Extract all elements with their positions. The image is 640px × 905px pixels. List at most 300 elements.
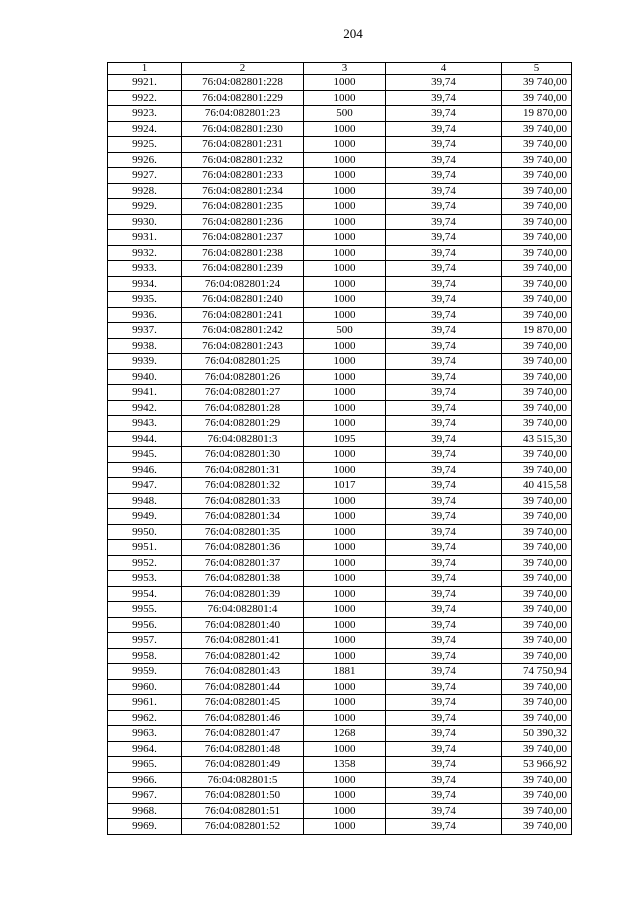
cadastral-number-cell: 76:04:082801:3 bbox=[182, 431, 304, 447]
table-row bbox=[108, 230, 572, 246]
sum-cell: 39 740,00 bbox=[502, 509, 572, 525]
sum-cell: 39 740,00 bbox=[502, 679, 572, 695]
cadastral-number-cell: 76:04:082801:237 bbox=[182, 230, 304, 246]
row-number-cell: 9936. bbox=[108, 307, 182, 323]
table-row bbox=[108, 540, 572, 556]
area-cell: 500 bbox=[304, 323, 386, 339]
row-number-cell: 9958. bbox=[108, 648, 182, 664]
row-number-cell: 9940. bbox=[108, 369, 182, 385]
table-row bbox=[108, 90, 572, 106]
area-cell: 1000 bbox=[304, 261, 386, 277]
cadastral-number-cell: 76:04:082801:51 bbox=[182, 803, 304, 819]
row-number-cell: 9921. bbox=[108, 75, 182, 91]
cadastral-number-cell: 76:04:082801:240 bbox=[182, 292, 304, 308]
rate-cell: 39,74 bbox=[386, 819, 502, 835]
rate-cell: 39,74 bbox=[386, 152, 502, 168]
row-number-cell: 9954. bbox=[108, 586, 182, 602]
area-cell: 1000 bbox=[304, 369, 386, 385]
cadastral-number-cell: 76:04:082801:31 bbox=[182, 462, 304, 478]
cadastral-number-cell: 76:04:082801:230 bbox=[182, 121, 304, 137]
sum-cell: 39 740,00 bbox=[502, 524, 572, 540]
sum-cell: 39 740,00 bbox=[502, 292, 572, 308]
row-number-cell: 9960. bbox=[108, 679, 182, 695]
rate-cell: 39,74 bbox=[386, 338, 502, 354]
sum-cell: 39 740,00 bbox=[502, 803, 572, 819]
row-number-cell: 9933. bbox=[108, 261, 182, 277]
table-row bbox=[108, 121, 572, 137]
rate-cell: 39,74 bbox=[386, 230, 502, 246]
cadastral-number-cell: 76:04:082801:49 bbox=[182, 757, 304, 773]
area-cell: 1000 bbox=[304, 540, 386, 556]
rate-cell: 39,74 bbox=[386, 447, 502, 463]
area-cell: 500 bbox=[304, 106, 386, 122]
table-row bbox=[108, 245, 572, 261]
rate-cell: 39,74 bbox=[386, 524, 502, 540]
table-row bbox=[108, 478, 572, 494]
area-cell: 1000 bbox=[304, 447, 386, 463]
table-row bbox=[108, 75, 572, 91]
sum-cell: 39 740,00 bbox=[502, 772, 572, 788]
table-row bbox=[108, 431, 572, 447]
row-number-cell: 9924. bbox=[108, 121, 182, 137]
table-row bbox=[108, 106, 572, 122]
cadastral-number-cell: 76:04:082801:37 bbox=[182, 555, 304, 571]
table-row bbox=[108, 524, 572, 540]
rate-cell: 39,74 bbox=[386, 478, 502, 494]
row-number-cell: 9928. bbox=[108, 183, 182, 199]
cadastral-number-cell: 76:04:082801:35 bbox=[182, 524, 304, 540]
area-cell: 1000 bbox=[304, 555, 386, 571]
area-cell: 1000 bbox=[304, 416, 386, 432]
table-row bbox=[108, 710, 572, 726]
area-cell: 1000 bbox=[304, 509, 386, 525]
row-number-cell: 9959. bbox=[108, 664, 182, 680]
table-row bbox=[108, 819, 572, 835]
rate-cell: 39,74 bbox=[386, 90, 502, 106]
sum-cell: 39 740,00 bbox=[502, 633, 572, 649]
table-row bbox=[108, 803, 572, 819]
row-number-cell: 9950. bbox=[108, 524, 182, 540]
sum-cell: 39 740,00 bbox=[502, 602, 572, 618]
table-row bbox=[108, 772, 572, 788]
table-row bbox=[108, 555, 572, 571]
cadastral-number-cell: 76:04:082801:36 bbox=[182, 540, 304, 556]
rate-cell: 39,74 bbox=[386, 555, 502, 571]
row-number-cell: 9929. bbox=[108, 199, 182, 215]
table-row bbox=[108, 323, 572, 339]
sum-cell: 39 740,00 bbox=[502, 261, 572, 277]
area-cell: 1000 bbox=[304, 276, 386, 292]
cadastral-number-cell: 76:04:082801:34 bbox=[182, 509, 304, 525]
cadastral-number-cell: 76:04:082801:39 bbox=[182, 586, 304, 602]
table-row bbox=[108, 447, 572, 463]
rate-cell: 39,74 bbox=[386, 462, 502, 478]
area-cell: 1000 bbox=[304, 741, 386, 757]
area-cell: 1000 bbox=[304, 354, 386, 370]
cadastral-number-cell: 76:04:082801:44 bbox=[182, 679, 304, 695]
area-cell: 1000 bbox=[304, 183, 386, 199]
area-cell: 1000 bbox=[304, 819, 386, 835]
area-cell: 1000 bbox=[304, 199, 386, 215]
table-row bbox=[108, 679, 572, 695]
table-row bbox=[108, 509, 572, 525]
area-cell: 1000 bbox=[304, 710, 386, 726]
cadastral-number-cell: 76:04:082801:24 bbox=[182, 276, 304, 292]
cadastral-number-cell: 76:04:082801:242 bbox=[182, 323, 304, 339]
rate-cell: 39,74 bbox=[386, 75, 502, 91]
table-row bbox=[108, 183, 572, 199]
column-header-cadastral: 2 bbox=[182, 63, 304, 75]
table-row bbox=[108, 726, 572, 742]
sum-cell: 39 740,00 bbox=[502, 617, 572, 633]
sum-cell: 39 740,00 bbox=[502, 710, 572, 726]
row-number-cell: 9965. bbox=[108, 757, 182, 773]
row-number-cell: 9927. bbox=[108, 168, 182, 184]
area-cell: 1000 bbox=[304, 385, 386, 401]
rate-cell: 39,74 bbox=[386, 183, 502, 199]
cadastral-number-cell: 76:04:082801:231 bbox=[182, 137, 304, 153]
area-cell: 1017 bbox=[304, 478, 386, 494]
sum-cell: 39 740,00 bbox=[502, 416, 572, 432]
row-number-cell: 9946. bbox=[108, 462, 182, 478]
cadastral-number-cell: 76:04:082801:233 bbox=[182, 168, 304, 184]
sum-cell: 39 740,00 bbox=[502, 555, 572, 571]
row-number-cell: 9922. bbox=[108, 90, 182, 106]
column-header-area: 3 bbox=[304, 63, 386, 75]
row-number-cell: 9949. bbox=[108, 509, 182, 525]
table-row bbox=[108, 695, 572, 711]
cadastral-number-cell: 76:04:082801:47 bbox=[182, 726, 304, 742]
rate-cell: 39,74 bbox=[386, 137, 502, 153]
cadastral-number-cell: 76:04:082801:243 bbox=[182, 338, 304, 354]
area-cell: 1000 bbox=[304, 617, 386, 633]
cadastral-number-cell: 76:04:082801:46 bbox=[182, 710, 304, 726]
cadastral-number-cell: 76:04:082801:41 bbox=[182, 633, 304, 649]
rate-cell: 39,74 bbox=[386, 369, 502, 385]
row-number-cell: 9955. bbox=[108, 602, 182, 618]
area-cell: 1000 bbox=[304, 137, 386, 153]
sum-cell: 39 740,00 bbox=[502, 819, 572, 835]
row-number-cell: 9947. bbox=[108, 478, 182, 494]
row-number-cell: 9930. bbox=[108, 214, 182, 230]
row-number-cell: 9945. bbox=[108, 447, 182, 463]
table-row bbox=[108, 385, 572, 401]
sum-cell: 39 740,00 bbox=[502, 540, 572, 556]
table-row bbox=[108, 757, 572, 773]
sum-cell: 39 740,00 bbox=[502, 354, 572, 370]
table-row bbox=[108, 493, 572, 509]
rate-cell: 39,74 bbox=[386, 400, 502, 416]
rate-cell: 39,74 bbox=[386, 602, 502, 618]
table-row bbox=[108, 664, 572, 680]
cadastral-number-cell: 76:04:082801:27 bbox=[182, 385, 304, 401]
table-row bbox=[108, 137, 572, 153]
rate-cell: 39,74 bbox=[386, 788, 502, 804]
area-cell: 1000 bbox=[304, 152, 386, 168]
rate-cell: 39,74 bbox=[386, 354, 502, 370]
table-row bbox=[108, 602, 572, 618]
rate-cell: 39,74 bbox=[386, 509, 502, 525]
sum-cell: 39 740,00 bbox=[502, 152, 572, 168]
rate-cell: 39,74 bbox=[386, 276, 502, 292]
rate-cell: 39,74 bbox=[386, 617, 502, 633]
rate-cell: 39,74 bbox=[386, 679, 502, 695]
area-cell: 1000 bbox=[304, 75, 386, 91]
row-number-cell: 9923. bbox=[108, 106, 182, 122]
row-number-cell: 9968. bbox=[108, 803, 182, 819]
cadastral-number-cell: 76:04:082801:30 bbox=[182, 447, 304, 463]
area-cell: 1000 bbox=[304, 230, 386, 246]
page-number: 204 bbox=[343, 26, 363, 41]
row-number-cell: 9937. bbox=[108, 323, 182, 339]
sum-cell: 74 750,94 bbox=[502, 664, 572, 680]
rate-cell: 39,74 bbox=[386, 214, 502, 230]
row-number-cell: 9951. bbox=[108, 540, 182, 556]
sum-cell: 39 740,00 bbox=[502, 447, 572, 463]
sum-cell: 39 740,00 bbox=[502, 168, 572, 184]
table-row bbox=[108, 400, 572, 416]
sum-cell: 19 870,00 bbox=[502, 106, 572, 122]
row-number-cell: 9944. bbox=[108, 431, 182, 447]
rate-cell: 39,74 bbox=[386, 571, 502, 587]
row-number-cell: 9939. bbox=[108, 354, 182, 370]
sum-cell: 40 415,58 bbox=[502, 478, 572, 494]
cadastral-number-cell: 76:04:082801:45 bbox=[182, 695, 304, 711]
column-header-sum: 5 bbox=[502, 63, 572, 75]
area-cell: 1000 bbox=[304, 338, 386, 354]
cadastral-number-cell: 76:04:082801:25 bbox=[182, 354, 304, 370]
sum-cell: 39 740,00 bbox=[502, 586, 572, 602]
table-row bbox=[108, 276, 572, 292]
cadastral-number-cell: 76:04:082801:236 bbox=[182, 214, 304, 230]
sum-cell: 39 740,00 bbox=[502, 493, 572, 509]
rate-cell: 39,74 bbox=[386, 540, 502, 556]
sum-cell: 39 740,00 bbox=[502, 788, 572, 804]
table-row bbox=[108, 261, 572, 277]
rate-cell: 39,74 bbox=[386, 757, 502, 773]
sum-cell: 39 740,00 bbox=[502, 276, 572, 292]
cadastral-number-cell: 76:04:082801:32 bbox=[182, 478, 304, 494]
area-cell: 1000 bbox=[304, 772, 386, 788]
rate-cell: 39,74 bbox=[386, 168, 502, 184]
area-cell: 1000 bbox=[304, 679, 386, 695]
rate-cell: 39,74 bbox=[386, 772, 502, 788]
table-row bbox=[108, 168, 572, 184]
cadastral-number-cell: 76:04:082801:33 bbox=[182, 493, 304, 509]
rate-cell: 39,74 bbox=[386, 803, 502, 819]
table-row bbox=[108, 307, 572, 323]
sum-cell: 39 740,00 bbox=[502, 369, 572, 385]
row-number-cell: 9956. bbox=[108, 617, 182, 633]
table-row bbox=[108, 617, 572, 633]
cadastral-number-cell: 76:04:082801:50 bbox=[182, 788, 304, 804]
rate-cell: 39,74 bbox=[386, 633, 502, 649]
table-row bbox=[108, 788, 572, 804]
rate-cell: 39,74 bbox=[386, 307, 502, 323]
area-cell: 1000 bbox=[304, 168, 386, 184]
area-cell: 1881 bbox=[304, 664, 386, 680]
cadastral-number-cell: 76:04:082801:228 bbox=[182, 75, 304, 91]
sum-cell: 39 740,00 bbox=[502, 462, 572, 478]
cadastral-number-cell: 76:04:082801:241 bbox=[182, 307, 304, 323]
area-cell: 1268 bbox=[304, 726, 386, 742]
sum-cell: 39 740,00 bbox=[502, 338, 572, 354]
table-row bbox=[108, 462, 572, 478]
table-row bbox=[108, 354, 572, 370]
column-header-number: 1 bbox=[108, 63, 182, 75]
sum-cell: 39 740,00 bbox=[502, 199, 572, 215]
rate-cell: 39,74 bbox=[386, 741, 502, 757]
area-cell: 1000 bbox=[304, 602, 386, 618]
row-number-cell: 9963. bbox=[108, 726, 182, 742]
table-row bbox=[108, 648, 572, 664]
row-number-cell: 9957. bbox=[108, 633, 182, 649]
table-row bbox=[108, 199, 572, 215]
sum-cell: 39 740,00 bbox=[502, 648, 572, 664]
area-cell: 1000 bbox=[304, 788, 386, 804]
sum-cell: 39 740,00 bbox=[502, 121, 572, 137]
row-number-cell: 9966. bbox=[108, 772, 182, 788]
area-cell: 1000 bbox=[304, 292, 386, 308]
row-number-cell: 9935. bbox=[108, 292, 182, 308]
cadastral-number-cell: 76:04:082801:29 bbox=[182, 416, 304, 432]
row-number-cell: 9964. bbox=[108, 741, 182, 757]
rate-cell: 39,74 bbox=[386, 664, 502, 680]
rate-cell: 39,74 bbox=[386, 710, 502, 726]
rate-cell: 39,74 bbox=[386, 695, 502, 711]
table-row bbox=[108, 571, 572, 587]
cadastral-number-cell: 76:04:082801:232 bbox=[182, 152, 304, 168]
cadastral-number-cell: 76:04:082801:239 bbox=[182, 261, 304, 277]
rate-cell: 39,74 bbox=[386, 261, 502, 277]
cadastral-number-cell: 76:04:082801:5 bbox=[182, 772, 304, 788]
rate-cell: 39,74 bbox=[386, 586, 502, 602]
cadastral-number-cell: 76:04:082801:42 bbox=[182, 648, 304, 664]
rate-cell: 39,74 bbox=[386, 199, 502, 215]
row-number-cell: 9952. bbox=[108, 555, 182, 571]
area-cell: 1000 bbox=[304, 307, 386, 323]
rate-cell: 39,74 bbox=[386, 385, 502, 401]
area-cell: 1000 bbox=[304, 462, 386, 478]
area-cell: 1000 bbox=[304, 648, 386, 664]
sum-cell: 39 740,00 bbox=[502, 385, 572, 401]
rate-cell: 39,74 bbox=[386, 726, 502, 742]
sum-cell: 43 515,30 bbox=[502, 431, 572, 447]
area-cell: 1000 bbox=[304, 245, 386, 261]
row-number-cell: 9926. bbox=[108, 152, 182, 168]
area-cell: 1000 bbox=[304, 214, 386, 230]
table-row bbox=[108, 214, 572, 230]
cadastral-number-cell: 76:04:082801:234 bbox=[182, 183, 304, 199]
cadastral-number-cell: 76:04:082801:235 bbox=[182, 199, 304, 215]
area-cell: 1000 bbox=[304, 524, 386, 540]
area-cell: 1000 bbox=[304, 571, 386, 587]
row-number-cell: 9925. bbox=[108, 137, 182, 153]
rate-cell: 39,74 bbox=[386, 106, 502, 122]
sum-cell: 53 966,92 bbox=[502, 757, 572, 773]
cadastral-number-cell: 76:04:082801:238 bbox=[182, 245, 304, 261]
sum-cell: 19 870,00 bbox=[502, 323, 572, 339]
row-number-cell: 9962. bbox=[108, 710, 182, 726]
sum-cell: 39 740,00 bbox=[502, 137, 572, 153]
cadastral-number-cell: 76:04:082801:52 bbox=[182, 819, 304, 835]
cadastral-number-cell: 76:04:082801:26 bbox=[182, 369, 304, 385]
rate-cell: 39,74 bbox=[386, 245, 502, 261]
cadastral-number-cell: 76:04:082801:43 bbox=[182, 664, 304, 680]
rate-cell: 39,74 bbox=[386, 431, 502, 447]
area-cell: 1358 bbox=[304, 757, 386, 773]
table-row bbox=[108, 369, 572, 385]
area-cell: 1000 bbox=[304, 493, 386, 509]
row-number-cell: 9969. bbox=[108, 819, 182, 835]
area-cell: 1095 bbox=[304, 431, 386, 447]
rate-cell: 39,74 bbox=[386, 493, 502, 509]
sum-cell: 39 740,00 bbox=[502, 75, 572, 91]
row-number-cell: 9934. bbox=[108, 276, 182, 292]
sum-cell: 39 740,00 bbox=[502, 245, 572, 261]
sum-cell: 39 740,00 bbox=[502, 400, 572, 416]
row-number-cell: 9941. bbox=[108, 385, 182, 401]
area-cell: 1000 bbox=[304, 803, 386, 819]
sum-cell: 39 740,00 bbox=[502, 214, 572, 230]
table-row bbox=[108, 586, 572, 602]
rate-cell: 39,74 bbox=[386, 648, 502, 664]
cadastral-number-cell: 76:04:082801:40 bbox=[182, 617, 304, 633]
row-number-cell: 9942. bbox=[108, 400, 182, 416]
table-row bbox=[108, 416, 572, 432]
column-header-rate: 4 bbox=[386, 63, 502, 75]
table-header-row bbox=[108, 63, 572, 75]
sum-cell: 39 740,00 bbox=[502, 695, 572, 711]
cadastral-number-cell: 76:04:082801:229 bbox=[182, 90, 304, 106]
row-number-cell: 9953. bbox=[108, 571, 182, 587]
row-number-cell: 9938. bbox=[108, 338, 182, 354]
rate-cell: 39,74 bbox=[386, 416, 502, 432]
area-cell: 1000 bbox=[304, 400, 386, 416]
sum-cell: 39 740,00 bbox=[502, 741, 572, 757]
area-cell: 1000 bbox=[304, 586, 386, 602]
row-number-cell: 9948. bbox=[108, 493, 182, 509]
table-row bbox=[108, 152, 572, 168]
area-cell: 1000 bbox=[304, 695, 386, 711]
area-cell: 1000 bbox=[304, 90, 386, 106]
sum-cell: 39 740,00 bbox=[502, 230, 572, 246]
row-number-cell: 9961. bbox=[108, 695, 182, 711]
table-row bbox=[108, 338, 572, 354]
cadastral-number-cell: 76:04:082801:48 bbox=[182, 741, 304, 757]
table-row bbox=[108, 292, 572, 308]
rate-cell: 39,74 bbox=[386, 121, 502, 137]
area-cell: 1000 bbox=[304, 121, 386, 137]
rate-cell: 39,74 bbox=[386, 292, 502, 308]
table-row bbox=[108, 633, 572, 649]
sum-cell: 39 740,00 bbox=[502, 90, 572, 106]
cadastral-number-cell: 76:04:082801:4 bbox=[182, 602, 304, 618]
sum-cell: 39 740,00 bbox=[502, 571, 572, 587]
sum-cell: 39 740,00 bbox=[502, 307, 572, 323]
row-number-cell: 9932. bbox=[108, 245, 182, 261]
sum-cell: 39 740,00 bbox=[502, 183, 572, 199]
rate-cell: 39,74 bbox=[386, 323, 502, 339]
row-number-cell: 9967. bbox=[108, 788, 182, 804]
sum-cell: 50 390,32 bbox=[502, 726, 572, 742]
registry-table bbox=[107, 62, 572, 835]
table-row bbox=[108, 741, 572, 757]
row-number-cell: 9943. bbox=[108, 416, 182, 432]
cadastral-number-cell: 76:04:082801:23 bbox=[182, 106, 304, 122]
cadastral-number-cell: 76:04:082801:38 bbox=[182, 571, 304, 587]
cadastral-number-cell: 76:04:082801:28 bbox=[182, 400, 304, 416]
